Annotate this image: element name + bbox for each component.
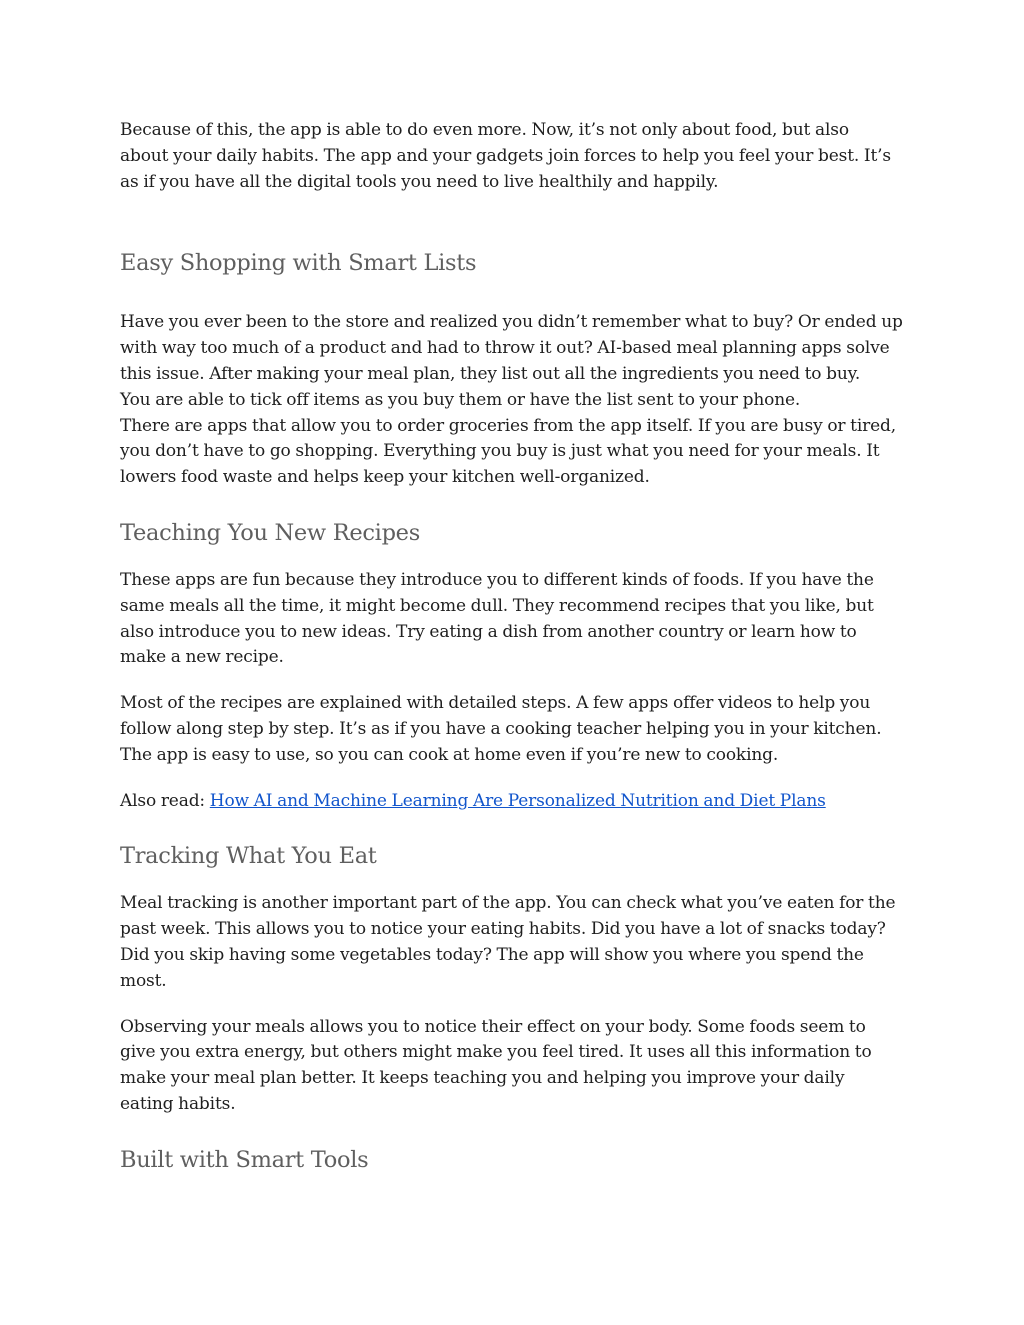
text-line: The app is easy to use, so you can cook at home even if you’re new to cooking. (120, 744, 779, 765)
text-line: with way too much of a product and had to throw it out? AI-based meal planning apps solve (120, 338, 890, 359)
heading-easy-shopping: Easy Shopping with Smart Lists (120, 250, 477, 277)
text-line: eating habits. (120, 1093, 236, 1114)
text-line: lowers food waste and helps keep your kitchen well-organized. (120, 467, 650, 488)
text-line: also introduce you to new ideas. Try eating a dish from another country or learn how to (120, 621, 857, 642)
also-read-line (120, 789, 910, 815)
text-line: about your daily habits. The app and your gadgets join forces to help you feel your best. It’s (120, 145, 891, 166)
intro-paragraph (120, 118, 910, 195)
text-line: Most of the recipes are explained with detailed steps. A few apps offer videos to help you (120, 693, 871, 714)
text-line: give you extra energy, but others might make you feel tired. It uses all this information to (120, 1042, 872, 1063)
text-line: Meal tracking is another important part of the app. You can check what you’ve eaten for the (120, 893, 896, 914)
text-line: These apps are fun because they introduce you to different kinds of foods. If you have the (120, 569, 874, 590)
text-line: make a new recipe. (120, 647, 284, 668)
text-line: make your meal plan better. It keeps teaching you and helping you improve your daily (120, 1068, 845, 1089)
text-line: as if you have all the digital tools you need to live healthily and happily. (120, 171, 719, 192)
tracking-paragraph-2 (120, 1015, 910, 1118)
recipes-paragraph-1 (120, 568, 910, 671)
text-line: Have you ever been to the store and realized you didn’t remember what to buy? Or ended up (120, 312, 903, 333)
text-line: you don’t have to go shopping. Everything you buy is just what you need for your meals. It (120, 441, 880, 462)
text-line: most. (120, 970, 167, 991)
recipes-paragraph-2 (120, 691, 910, 768)
text-line: past week. This allows you to notice your eating habits. Did you have a lot of snacks today? (120, 919, 886, 940)
text-line: this issue. After making your meal plan, they list out all the ingredients you need to buy. (120, 363, 861, 384)
also-read-link[interactable]: How AI and Machine Learning Are Personalized Nutrition and Diet Plans (209, 790, 826, 811)
shopping-paragraph-2 (120, 414, 910, 491)
text-line: same meals all the time, it might become dull. They recommend recipes that you like, but (120, 595, 874, 616)
tracking-paragraph-1 (120, 891, 910, 994)
text-line: There are apps that allow you to order groceries from the app itself. If you are busy or tired, (120, 415, 896, 436)
text-line: You are able to tick off items as you buy them or have the list sent to your phone. (120, 389, 801, 410)
text-line: follow along step by step. It’s as if you have a cooking teacher helping you in your kitchen. (120, 718, 882, 739)
document-page (120, 118, 910, 1175)
text-line: Did you skip having some vegetables today? The app will show you where you spend the (120, 944, 864, 965)
also-read-label: Also read: (120, 790, 210, 811)
text-line: Observing your meals allows you to notice their effect on your body. Some foods seem to (120, 1016, 866, 1037)
shopping-paragraph-1 (120, 310, 910, 413)
heading-teaching-recipes: Teaching You New Recipes (120, 519, 420, 546)
heading-smart-tools: Built with Smart Tools (120, 1146, 369, 1173)
heading-tracking: Tracking What You Eat (120, 843, 377, 870)
text-line: Because of this, the app is able to do even more. Now, it’s not only about food, but also (120, 120, 849, 140)
